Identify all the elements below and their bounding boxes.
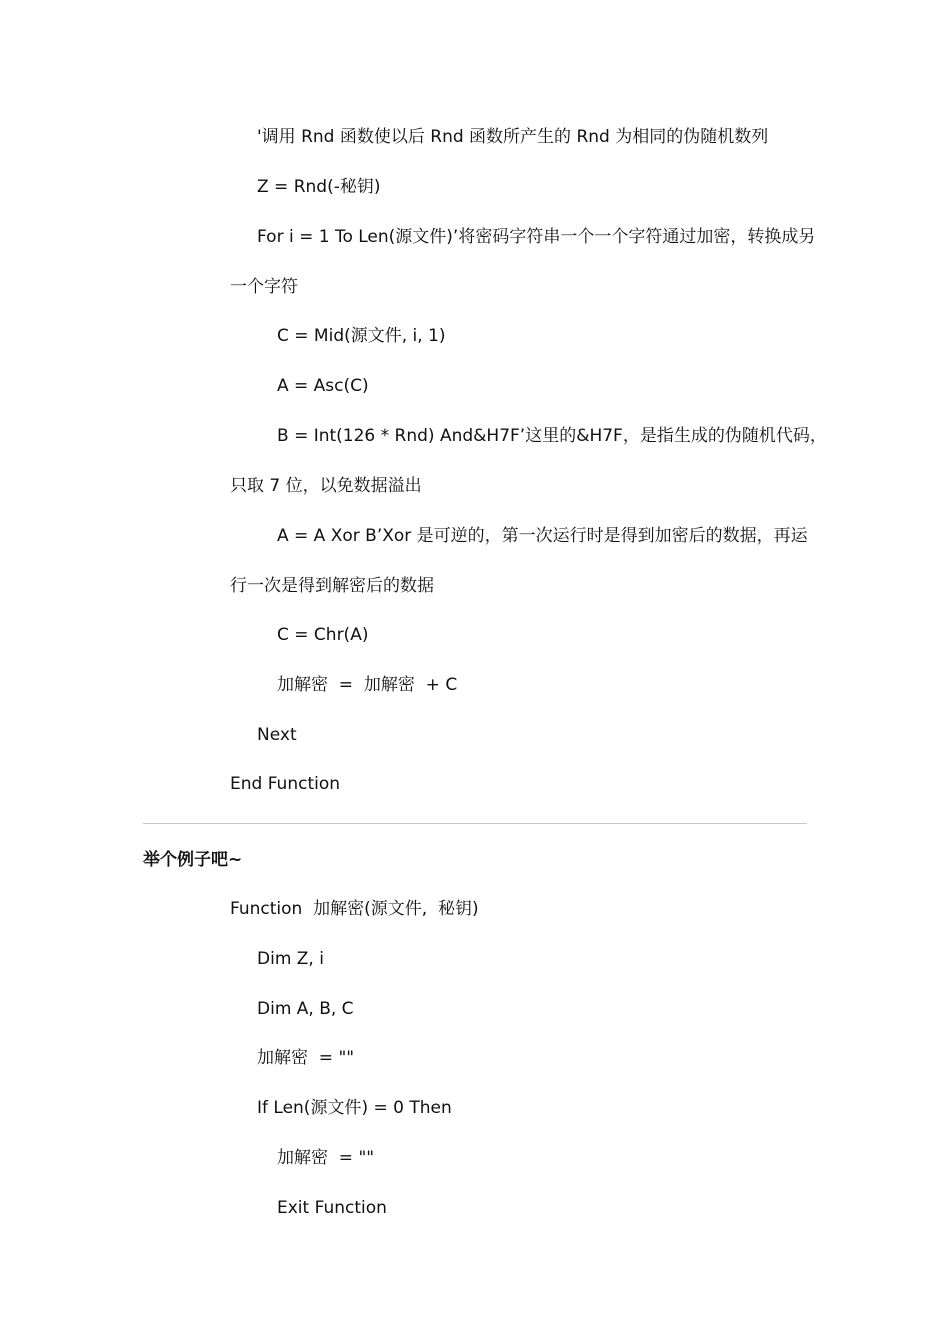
code-line: A = Asc(C)	[277, 376, 369, 396]
code-line-wrap: 一个字符	[230, 277, 298, 297]
code-line: Next	[257, 725, 297, 745]
code-line-wrap: 只取 7 位，以免数据溢出	[230, 476, 422, 496]
code-line: If Len(源文件) = 0 Then	[257, 1098, 452, 1118]
section-heading: 举个例子吧~	[143, 850, 243, 870]
code-comment-line: '调用 Rnd 函数使以后 Rnd 函数所产生的 Rnd 为相同的伪随机数列	[257, 127, 769, 147]
code-line: A = A Xor B’Xor 是可逆的，第一次运行时是得到加密后的数据，再运	[277, 526, 808, 546]
section-divider	[143, 823, 807, 824]
code-line: Dim A, B, C	[257, 999, 354, 1019]
code-line: Exit Function	[277, 1198, 387, 1218]
code-line: Function 加解密(源文件, 秘钥)	[230, 899, 479, 919]
code-line: 加解密 = ""	[257, 1048, 355, 1068]
code-line: B = Int(126 * Rnd) And&H7F’这里的&H7F，是指生成的伪随机代码，	[277, 426, 827, 446]
code-line: For i = 1 To Len(源文件)’将密码字符串一个一个字符通过加密，转换成另	[257, 227, 816, 247]
code-line: Dim Z, i	[257, 949, 324, 969]
code-line: Z = Rnd(-秘钥)	[257, 177, 381, 197]
code-line-wrap: 行一次是得到解密后的数据	[230, 576, 434, 596]
code-line: 加解密 = 加解密 + C	[277, 675, 458, 695]
code-line: C = Chr(A)	[277, 625, 369, 645]
code-line: 加解密 = ""	[277, 1148, 375, 1168]
code-line: C = Mid(源文件, i, 1)	[277, 326, 446, 346]
code-line: End Function	[230, 774, 341, 794]
